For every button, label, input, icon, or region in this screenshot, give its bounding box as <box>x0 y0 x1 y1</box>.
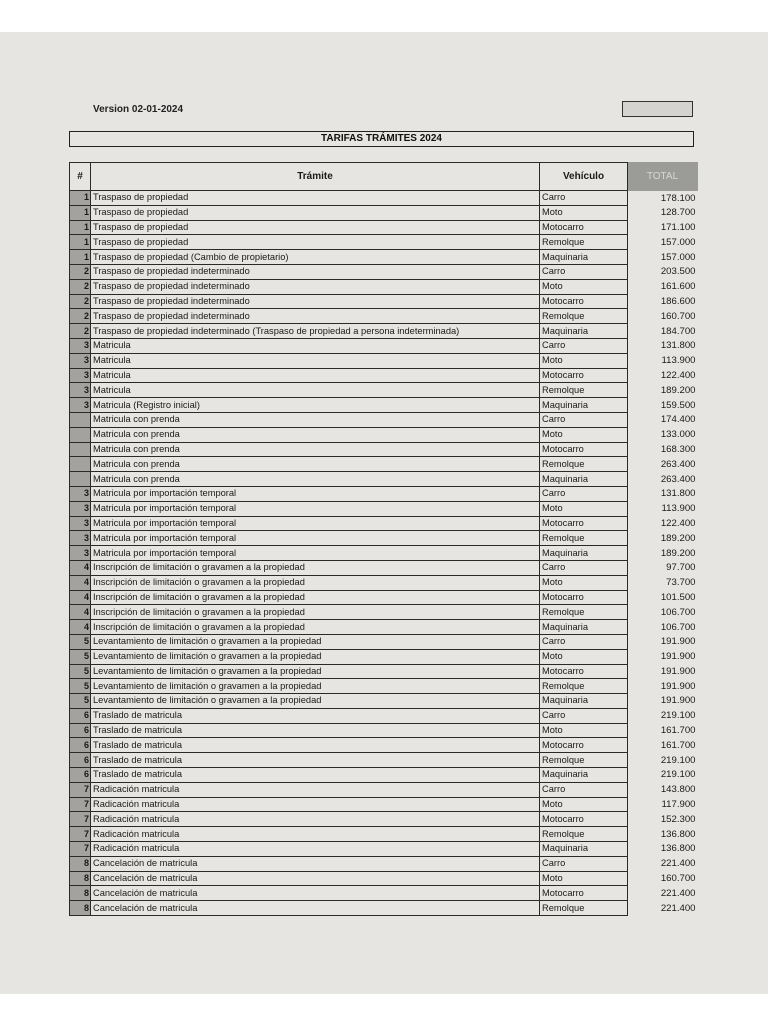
cell-vehiculo: Motocarro <box>540 368 628 383</box>
cell-vehiculo: Moto <box>540 797 628 812</box>
cell-tramite: Levantamiento de limitación o gravamen a la propiedad <box>91 664 540 679</box>
cell-vehiculo: Maquinaria <box>540 250 628 265</box>
cell-num: 3 <box>70 338 91 353</box>
cell-total: 157.000 <box>628 250 698 265</box>
cell-total: 191.900 <box>628 694 698 709</box>
table-row <box>70 664 698 679</box>
cell-num: 4 <box>70 560 91 575</box>
empty-box <box>622 101 693 117</box>
cell-total: 157.000 <box>628 235 698 250</box>
table-row <box>70 353 698 368</box>
cell-tramite: Traspaso de propiedad <box>91 191 540 206</box>
cell-tramite: Matricula <box>91 383 540 398</box>
cell-total: 221.400 <box>628 886 698 901</box>
cell-tramite: Cancelación de matricula <box>91 856 540 871</box>
cell-total: 178.100 <box>628 191 698 206</box>
cell-tramite: Levantamiento de limitación o gravamen a la propiedad <box>91 649 540 664</box>
cell-total: 186.600 <box>628 294 698 309</box>
cell-num: 2 <box>70 324 91 339</box>
table-row <box>70 412 698 427</box>
cell-tramite: Levantamiento de limitación o gravamen a la propiedad <box>91 679 540 694</box>
cell-vehiculo: Motocarro <box>540 590 628 605</box>
cell-total: 113.900 <box>628 501 698 516</box>
cell-total: 191.900 <box>628 664 698 679</box>
cell-tramite: Matricula <box>91 353 540 368</box>
cell-vehiculo: Motocarro <box>540 442 628 457</box>
cell-vehiculo: Motocarro <box>540 886 628 901</box>
cell-num: 8 <box>70 871 91 886</box>
cell-vehiculo: Maquinaria <box>540 324 628 339</box>
cell-num <box>70 442 91 457</box>
cell-num: 5 <box>70 649 91 664</box>
header-total: TOTAL <box>628 163 698 191</box>
cell-vehiculo: Carro <box>540 264 628 279</box>
cell-vehiculo: Motocarro <box>540 664 628 679</box>
cell-total: 171.100 <box>628 220 698 235</box>
cell-vehiculo: Carro <box>540 782 628 797</box>
cell-vehiculo: Moto <box>540 501 628 516</box>
cell-num: 2 <box>70 309 91 324</box>
cell-tramite: Matricula por importación temporal <box>91 531 540 546</box>
cell-num <box>70 412 91 427</box>
cell-tramite: Traspaso de propiedad indeterminado <box>91 294 540 309</box>
table-row <box>70 590 698 605</box>
cell-total: 219.100 <box>628 753 698 768</box>
cell-num: 5 <box>70 634 91 649</box>
cell-total: 161.600 <box>628 279 698 294</box>
cell-total: 159.500 <box>628 398 698 413</box>
cell-tramite: Radicación matricula <box>91 797 540 812</box>
cell-vehiculo: Remolque <box>540 531 628 546</box>
cell-total: 160.700 <box>628 871 698 886</box>
table-row <box>70 294 698 309</box>
cell-total: 263.400 <box>628 472 698 487</box>
cell-num: 6 <box>70 723 91 738</box>
table-row <box>70 501 698 516</box>
cell-tramite: Traspaso de propiedad (Cambio de propietario) <box>91 250 540 265</box>
table-row <box>70 753 698 768</box>
cell-num: 3 <box>70 398 91 413</box>
table-row <box>70 768 698 783</box>
cell-num: 7 <box>70 842 91 857</box>
cell-num: 5 <box>70 664 91 679</box>
cell-tramite: Levantamiento de limitación o gravamen a la propiedad <box>91 634 540 649</box>
cell-tramite: Inscripción de limitación o gravamen a la propiedad <box>91 605 540 620</box>
cell-vehiculo: Moto <box>540 575 628 590</box>
cell-total: 143.800 <box>628 782 698 797</box>
cell-tramite: Matricula por importación temporal <box>91 501 540 516</box>
table-row <box>70 812 698 827</box>
cell-vehiculo: Maquinaria <box>540 694 628 709</box>
cell-tramite: Matricula con prenda <box>91 457 540 472</box>
header-num: # <box>70 163 91 191</box>
cell-num <box>70 472 91 487</box>
document-page <box>0 32 768 994</box>
cell-total: 263.400 <box>628 457 698 472</box>
table-row <box>70 694 698 709</box>
table-row <box>70 605 698 620</box>
table-row <box>70 279 698 294</box>
cell-num: 6 <box>70 768 91 783</box>
cell-vehiculo: Maquinaria <box>540 768 628 783</box>
cell-tramite: Traslado de matricula <box>91 708 540 723</box>
cell-total: 160.700 <box>628 309 698 324</box>
table-row <box>70 264 698 279</box>
cell-tramite: Inscripción de limitación o gravamen a la propiedad <box>91 560 540 575</box>
cell-total: 161.700 <box>628 723 698 738</box>
cell-num: 2 <box>70 294 91 309</box>
cell-total: 203.500 <box>628 264 698 279</box>
cell-vehiculo: Carro <box>540 708 628 723</box>
cell-num: 3 <box>70 383 91 398</box>
table-row <box>70 871 698 886</box>
table-row <box>70 827 698 842</box>
cell-num: 1 <box>70 191 91 206</box>
cell-tramite: Levantamiento de limitación o gravamen a la propiedad <box>91 694 540 709</box>
cell-num: 1 <box>70 235 91 250</box>
cell-total: 174.400 <box>628 412 698 427</box>
table-row <box>70 486 698 501</box>
cell-vehiculo: Motocarro <box>540 812 628 827</box>
cell-num: 1 <box>70 250 91 265</box>
cell-vehiculo: Moto <box>540 723 628 738</box>
table-row <box>70 427 698 442</box>
version-label: Version 02-01-2024 <box>93 104 184 115</box>
cell-tramite: Traslado de matricula <box>91 753 540 768</box>
table-row <box>70 442 698 457</box>
cell-vehiculo: Remolque <box>540 605 628 620</box>
cell-num: 5 <box>70 679 91 694</box>
cell-tramite: Matricula por importación temporal <box>91 486 540 501</box>
cell-tramite: Traslado de matricula <box>91 723 540 738</box>
cell-tramite: Traspaso de propiedad <box>91 205 540 220</box>
table-row <box>70 856 698 871</box>
cell-num: 7 <box>70 797 91 812</box>
cell-tramite: Cancelación de matricula <box>91 886 540 901</box>
cell-vehiculo: Carro <box>540 338 628 353</box>
cell-tramite: Radicación matricula <box>91 827 540 842</box>
cell-tramite: Inscripción de limitación o gravamen a la propiedad <box>91 575 540 590</box>
cell-tramite: Matricula con prenda <box>91 442 540 457</box>
cell-num: 6 <box>70 738 91 753</box>
cell-vehiculo: Carro <box>540 560 628 575</box>
cell-tramite: Inscripción de limitación o gravamen a la propiedad <box>91 620 540 635</box>
cell-total: 113.900 <box>628 353 698 368</box>
cell-vehiculo: Carro <box>540 486 628 501</box>
cell-num: 6 <box>70 753 91 768</box>
table-row <box>70 531 698 546</box>
table-row <box>70 575 698 590</box>
cell-tramite: Radicación matricula <box>91 812 540 827</box>
cell-num: 1 <box>70 205 91 220</box>
cell-tramite: Traslado de matricula <box>91 738 540 753</box>
cell-tramite: Inscripción de limitación o gravamen a la propiedad <box>91 590 540 605</box>
cell-total: 219.100 <box>628 768 698 783</box>
cell-vehiculo: Maquinaria <box>540 842 628 857</box>
table-row <box>70 797 698 812</box>
cell-total: 189.200 <box>628 546 698 561</box>
cell-num: 4 <box>70 575 91 590</box>
cell-total: 221.400 <box>628 856 698 871</box>
cell-vehiculo: Motocarro <box>540 738 628 753</box>
cell-total: 136.800 <box>628 827 698 842</box>
cell-num <box>70 457 91 472</box>
cell-num: 2 <box>70 264 91 279</box>
cell-tramite: Traspaso de propiedad indeterminado <box>91 279 540 294</box>
cell-vehiculo: Moto <box>540 205 628 220</box>
cell-tramite: Traspaso de propiedad <box>91 235 540 250</box>
cell-vehiculo: Remolque <box>540 901 628 916</box>
cell-vehiculo: Motocarro <box>540 294 628 309</box>
cell-total: 106.700 <box>628 605 698 620</box>
cell-vehiculo: Remolque <box>540 679 628 694</box>
cell-tramite: Traspaso de propiedad indeterminado <box>91 309 540 324</box>
table-row <box>70 338 698 353</box>
cell-num: 4 <box>70 620 91 635</box>
table-row <box>70 191 698 206</box>
table-row <box>70 546 698 561</box>
cell-total: 184.700 <box>628 324 698 339</box>
cell-tramite: Cancelación de matricula <box>91 901 540 916</box>
cell-vehiculo: Carro <box>540 634 628 649</box>
cell-tramite: Traspaso de propiedad <box>91 220 540 235</box>
table-row <box>70 842 698 857</box>
cell-tramite: Matricula <box>91 338 540 353</box>
cell-num: 3 <box>70 531 91 546</box>
cell-vehiculo: Remolque <box>540 457 628 472</box>
cell-num: 3 <box>70 368 91 383</box>
cell-tramite: Matricula por importación temporal <box>91 516 540 531</box>
cell-total: 191.900 <box>628 649 698 664</box>
cell-total: 133.000 <box>628 427 698 442</box>
cell-total: 128.700 <box>628 205 698 220</box>
cell-total: 152.300 <box>628 812 698 827</box>
cell-vehiculo: Moto <box>540 279 628 294</box>
cell-vehiculo: Carro <box>540 412 628 427</box>
table-row <box>70 220 698 235</box>
cell-num: 3 <box>70 353 91 368</box>
cell-num: 7 <box>70 827 91 842</box>
cell-tramite: Cancelación de matricula <box>91 871 540 886</box>
cell-vehiculo: Moto <box>540 649 628 664</box>
cell-total: 122.400 <box>628 368 698 383</box>
cell-vehiculo: Maquinaria <box>540 398 628 413</box>
cell-num: 4 <box>70 605 91 620</box>
cell-num: 7 <box>70 812 91 827</box>
table-row <box>70 516 698 531</box>
cell-vehiculo: Moto <box>540 427 628 442</box>
cell-total: 136.800 <box>628 842 698 857</box>
cell-tramite: Traspaso de propiedad indeterminado (Traspaso de propiedad a persona indeterminada) <box>91 324 540 339</box>
cell-total: 106.700 <box>628 620 698 635</box>
table-row <box>70 723 698 738</box>
table-row <box>70 560 698 575</box>
cell-vehiculo: Carro <box>540 856 628 871</box>
cell-num: 1 <box>70 220 91 235</box>
cell-tramite: Radicación matricula <box>91 782 540 797</box>
cell-vehiculo: Remolque <box>540 753 628 768</box>
cell-tramite: Matricula con prenda <box>91 427 540 442</box>
page-title: TARIFAS TRÁMITES 2024 <box>69 131 694 147</box>
table-row <box>70 782 698 797</box>
cell-num: 6 <box>70 708 91 723</box>
tariff-table <box>69 162 698 916</box>
cell-tramite: Radicación matricula <box>91 842 540 857</box>
cell-total: 101.500 <box>628 590 698 605</box>
cell-num: 3 <box>70 486 91 501</box>
table-row <box>70 383 698 398</box>
table-body <box>70 191 698 916</box>
cell-num: 8 <box>70 856 91 871</box>
cell-num: 4 <box>70 590 91 605</box>
cell-vehiculo: Motocarro <box>540 516 628 531</box>
cell-total: 221.400 <box>628 901 698 916</box>
table-row <box>70 205 698 220</box>
cell-tramite: Matricula con prenda <box>91 412 540 427</box>
header-vehiculo: Vehículo <box>540 163 628 191</box>
cell-vehiculo: Remolque <box>540 827 628 842</box>
table-row <box>70 886 698 901</box>
table-row <box>70 250 698 265</box>
cell-num: 8 <box>70 901 91 916</box>
cell-total: 131.800 <box>628 486 698 501</box>
cell-tramite: Matricula con prenda <box>91 472 540 487</box>
cell-vehiculo: Remolque <box>540 235 628 250</box>
cell-vehiculo: Maquinaria <box>540 620 628 635</box>
table-row <box>70 901 698 916</box>
cell-total: 191.900 <box>628 679 698 694</box>
table-row <box>70 738 698 753</box>
table-row <box>70 472 698 487</box>
table-row <box>70 324 698 339</box>
cell-tramite: Matricula (Registro inicial) <box>91 398 540 413</box>
cell-tramite: Traslado de matricula <box>91 768 540 783</box>
table-row <box>70 708 698 723</box>
cell-total: 189.200 <box>628 531 698 546</box>
cell-num <box>70 427 91 442</box>
cell-total: 122.400 <box>628 516 698 531</box>
table-row <box>70 620 698 635</box>
table-header-row <box>70 163 698 191</box>
table-row <box>70 649 698 664</box>
header-tramite: Trámite <box>91 163 540 191</box>
cell-total: 161.700 <box>628 738 698 753</box>
cell-vehiculo: Moto <box>540 871 628 886</box>
cell-vehiculo: Maquinaria <box>540 546 628 561</box>
table-row <box>70 398 698 413</box>
cell-num: 3 <box>70 516 91 531</box>
cell-vehiculo: Carro <box>540 191 628 206</box>
cell-num: 3 <box>70 546 91 561</box>
cell-total: 168.300 <box>628 442 698 457</box>
table-row <box>70 235 698 250</box>
cell-vehiculo: Motocarro <box>540 220 628 235</box>
cell-total: 97.700 <box>628 560 698 575</box>
cell-tramite: Traspaso de propiedad indeterminado <box>91 264 540 279</box>
cell-vehiculo: Remolque <box>540 383 628 398</box>
cell-num: 3 <box>70 501 91 516</box>
cell-total: 189.200 <box>628 383 698 398</box>
cell-vehiculo: Moto <box>540 353 628 368</box>
cell-total: 219.100 <box>628 708 698 723</box>
table-row <box>70 457 698 472</box>
cell-total: 117.900 <box>628 797 698 812</box>
cell-num: 8 <box>70 886 91 901</box>
cell-num: 2 <box>70 279 91 294</box>
table-row <box>70 368 698 383</box>
cell-num: 7 <box>70 782 91 797</box>
table-row <box>70 679 698 694</box>
table-row <box>70 309 698 324</box>
cell-total: 131.800 <box>628 338 698 353</box>
cell-total: 191.900 <box>628 634 698 649</box>
cell-num: 5 <box>70 694 91 709</box>
cell-total: 73.700 <box>628 575 698 590</box>
table-row <box>70 634 698 649</box>
cell-tramite: Matricula por importación temporal <box>91 546 540 561</box>
cell-tramite: Matricula <box>91 368 540 383</box>
cell-vehiculo: Remolque <box>540 309 628 324</box>
cell-vehiculo: Maquinaria <box>540 472 628 487</box>
